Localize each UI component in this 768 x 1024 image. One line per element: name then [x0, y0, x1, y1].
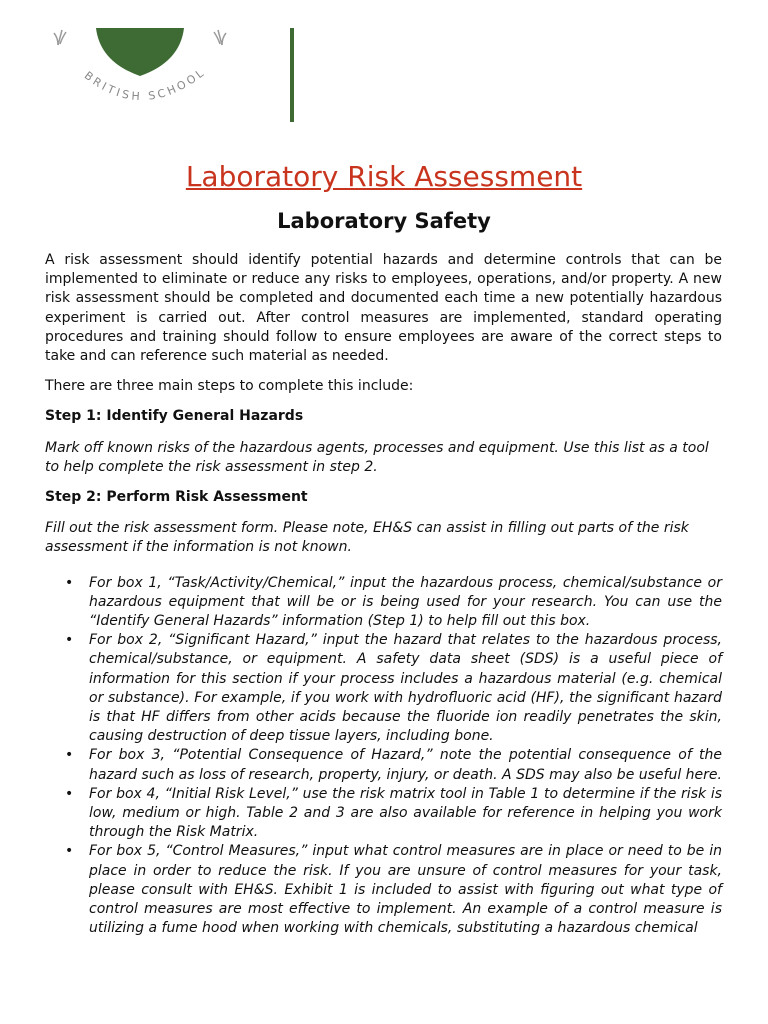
- intro-paragraph: A risk assessment should identify potential hazards and determine controls that can be implemented to eliminate or reduce any risks to employees, operations, and/or property. A new risk assessment should be completed and documented each time a new potentially hazardous experiment is carried out. After control measures are implemented, standard operating procedures and training should follow to ensure employees are aware of the correct steps to take and can reference such material as needed.: [45, 252, 722, 365]
- list-item: [45, 842, 722, 938]
- list-item-text: For box 5, “Control Measures,” input what control measures are in place or need to be in place in order to reduce the risk. If you are unsure of control measures for your task, please consult with EH&S. Exhibit 1 is included to assist with figuring out what type of control measures are most effective to implement. An example of a control measure is utilizing a fume hood when working with chemicals, substituting a hazardous chemical: [89, 843, 722, 937]
- document-body: [45, 251, 722, 939]
- steps-intro: There are three main steps to complete this include:: [45, 378, 414, 395]
- list-item: [45, 785, 722, 843]
- step2-text: Fill out the risk assessment form. Please note, EH&S can assist in filling out parts of the risk assessment if the information is not known.: [45, 520, 689, 556]
- step1-heading: Step 1: Identify General Hazards: [45, 408, 304, 425]
- bullet-icon: •: [65, 632, 74, 649]
- list-item-text: For box 2, “Significant Hazard,” input the hazard that relates to the hazardous process, chemical/substance, or equipment. A safety data sheet (SDS) is a useful piece of information for this section if your process includes a hazardous material (e.g. chemical or substance). For example, if you work with hydrofluoric acid (HF), the significant hazard is that HF differs from other acids because the fluoride ion readily penetrates the skin, causing destruction of deep tissue layers, including bone.: [89, 632, 722, 745]
- step2-heading: Step 2: Perform Risk Assessment: [45, 489, 308, 506]
- document-subtitle: Laboratory Safety: [277, 209, 491, 233]
- bullet-icon: •: [65, 843, 74, 860]
- school-crest-icon: [40, 0, 300, 125]
- list-item: [45, 746, 722, 784]
- list-item: [45, 631, 722, 746]
- document-title: Laboratory Risk Assessment: [185, 160, 583, 193]
- step1-text: Mark off known risks of the hazardous agents, processes and equipment. Use this list as a tool to help complete the risk assessment in step 2.: [45, 439, 709, 475]
- box-instructions-list: [45, 574, 722, 939]
- school-logo: [40, 0, 300, 125]
- bullet-icon: •: [65, 574, 74, 591]
- logo-text: BRITISH SCHOOL: [81, 65, 209, 104]
- list-item-text: For box 3, “Potential Consequence of Hazard,” note the potential consequence of the hazard such as loss of research, property, injury, or death. A SDS may also be useful here.: [89, 747, 722, 783]
- list-item-text: For box 1, “Task/Activity/Chemical,” input the hazardous process, chemical/substance or hazardous equipment that will be or is being used for your research. You can use the “Identify General Hazards” information (Step 1) to help fill out this box.: [89, 574, 722, 630]
- list-item: [45, 574, 722, 632]
- bullet-icon: •: [65, 785, 74, 802]
- list-item-text: For box 4, “Initial Risk Level,” use the risk matrix tool in Table 1 to determine if the risk is low, medium or high. Table 2 and 3 are also available for reference in helping you work through the Risk Matrix.: [89, 785, 722, 841]
- bullet-icon: •: [65, 747, 74, 764]
